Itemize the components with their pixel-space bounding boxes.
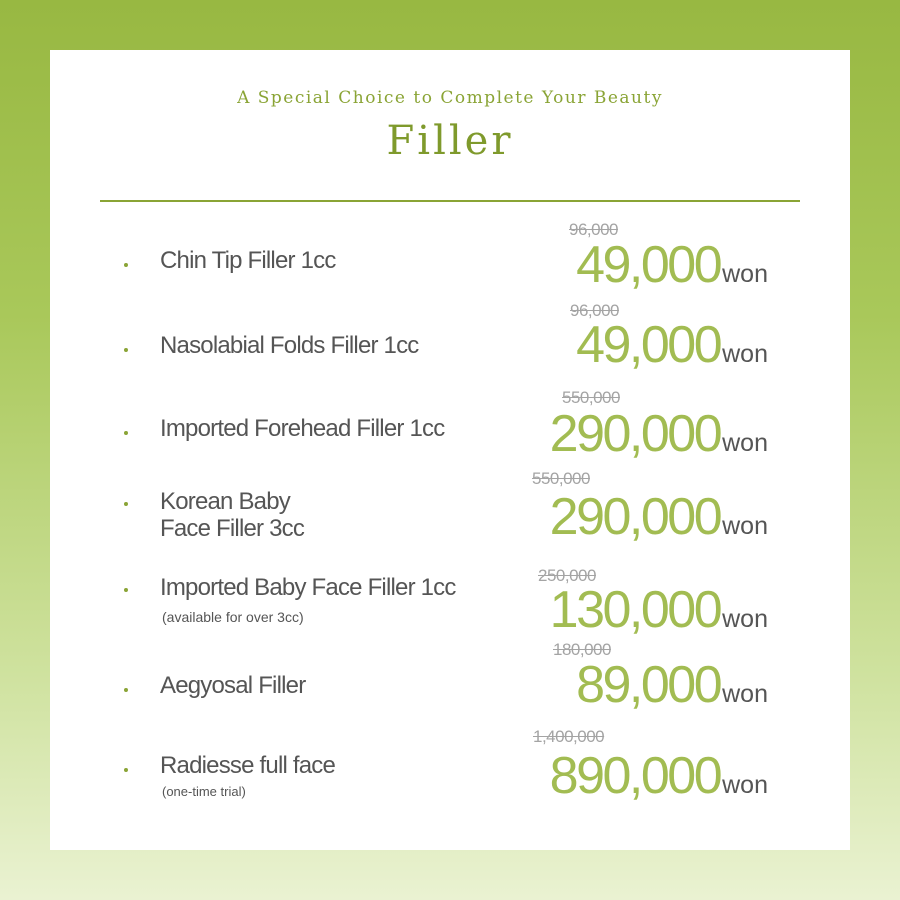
bullet-icon xyxy=(124,768,128,772)
price-unit: won xyxy=(722,429,768,457)
item-name: Chin Tip Filler 1cc xyxy=(160,247,336,274)
sale-price: 290,000 xyxy=(549,488,721,546)
sale-price-block xyxy=(550,487,768,547)
price-unit: won xyxy=(722,340,768,368)
page-subtitle: A Special Choice to Complete Your Beauty xyxy=(237,88,663,108)
sale-price-block xyxy=(550,580,768,640)
sale-price: 89,000 xyxy=(576,656,721,714)
sale-price-block xyxy=(576,315,768,375)
price-unit: won xyxy=(722,260,768,288)
price-unit: won xyxy=(722,771,768,799)
sale-price: 890,000 xyxy=(549,747,721,805)
item-name: Nasolabial Folds Filler 1cc xyxy=(160,332,419,359)
sale-price: 290,000 xyxy=(549,405,721,463)
sale-price-block xyxy=(550,404,768,464)
sale-price-block xyxy=(576,655,768,715)
item-name-line2: Face Filler 3cc xyxy=(160,515,305,542)
list-item xyxy=(50,566,850,646)
bullet-icon xyxy=(124,502,128,506)
price-unit: won xyxy=(722,512,768,540)
original-price: 250,000 xyxy=(538,566,596,585)
item-name: Aegyosal Filler xyxy=(160,672,306,699)
original-price: 180,000 xyxy=(553,640,611,659)
list-item xyxy=(50,384,850,464)
price-unit: won xyxy=(722,605,768,633)
original-price: 1,400,000 xyxy=(533,727,605,746)
sale-price: 130,000 xyxy=(549,581,721,639)
item-name-line1: Korean Baby xyxy=(160,488,290,515)
bullet-icon xyxy=(124,431,128,435)
item-note: (one-time trial) xyxy=(162,784,246,799)
list-item xyxy=(50,466,850,556)
sale-price: 49,000 xyxy=(576,316,721,374)
original-price: 550,000 xyxy=(562,388,620,407)
bullet-icon xyxy=(124,588,128,592)
item-name: Imported Forehead Filler 1cc xyxy=(160,415,445,442)
item-name: Imported Baby Face Filler 1cc xyxy=(160,574,456,601)
original-price: 96,000 xyxy=(569,220,618,239)
page-title: Filler xyxy=(386,118,514,164)
price-unit: won xyxy=(722,680,768,708)
sale-price: 49,000 xyxy=(576,236,721,294)
item-note: (available for over 3cc) xyxy=(162,609,304,625)
sale-price-block xyxy=(576,235,768,295)
sale-price-block xyxy=(550,746,768,806)
original-price: 96,000 xyxy=(570,301,619,320)
list-item xyxy=(50,300,850,380)
bullet-icon xyxy=(124,348,128,352)
original-price: 550,000 xyxy=(532,469,590,488)
list-item xyxy=(50,218,850,298)
item-name: Radiesse full face xyxy=(160,752,336,779)
price-card xyxy=(50,50,850,850)
list-item xyxy=(50,726,850,816)
bullet-icon xyxy=(124,263,128,267)
title-divider xyxy=(100,200,800,202)
list-item xyxy=(50,640,850,720)
bullet-icon xyxy=(124,688,128,692)
